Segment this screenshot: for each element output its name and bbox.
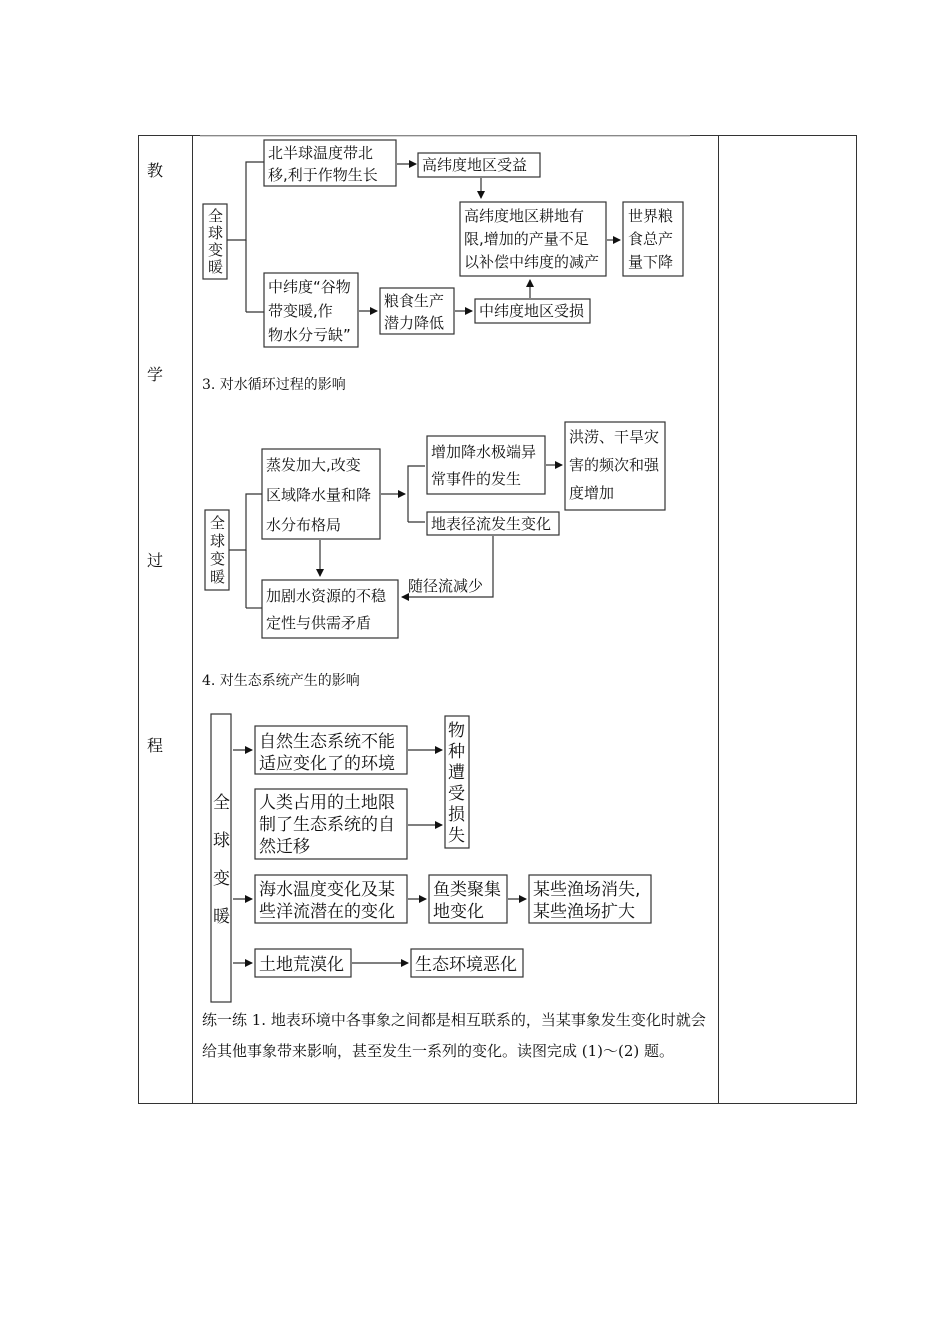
- root-char: 全: [210, 514, 226, 532]
- box-world-line: 世界粮: [628, 207, 674, 225]
- box-sea-line: 些洋流潜在的变化: [259, 902, 395, 922]
- box-mid-loss: 中纬度地区受损: [479, 302, 585, 320]
- box-human-line: 然迁移: [259, 837, 310, 857]
- box-extreme-line: 增加降水极端异: [431, 443, 537, 461]
- box-extreme-line: 常事件的发生: [431, 470, 522, 488]
- species-char: 损: [448, 805, 465, 825]
- section-title-water: 3. 对水循环过程的影响: [202, 377, 346, 393]
- sidebar-char: 教: [147, 161, 164, 180]
- box-water-line: 定性与供需矛盾: [266, 614, 372, 632]
- root-char: 全: [208, 207, 224, 225]
- box-desert: 土地荒漠化: [259, 955, 344, 975]
- box-mid-line: 带变暖,作: [268, 302, 333, 320]
- box-water-line: 加剧水资源的不稳: [266, 587, 387, 605]
- box-flood-line: 度增加: [569, 484, 615, 502]
- box-north-line: 移,利于作物生长: [268, 166, 378, 184]
- box-fish-line: 鱼类聚集: [433, 880, 501, 900]
- box-high-limit-line: 限,增加的产量不足: [464, 230, 589, 248]
- box-nature-line: 适应变化了的环境: [259, 754, 395, 774]
- root-char: 球: [210, 532, 226, 550]
- box-world-line: 量下降: [628, 253, 674, 271]
- root-char: 暖: [213, 907, 230, 927]
- root-char: 全: [213, 793, 230, 813]
- box-sea-line: 海水温度变化及某: [259, 880, 395, 900]
- box-grain-line: 粮食生产: [384, 292, 445, 310]
- box-high-limit-line: 以补偿中纬度的减产: [464, 253, 600, 271]
- species-char: 失: [448, 826, 465, 846]
- species-char: 物: [448, 721, 465, 741]
- box-fishery-line: 某些渔场消失,: [533, 880, 641, 900]
- practice-paragraph: 练一练 1. 地表环境中各事象之间都是相互联系的，当某事象发生变化时就会给其他事象带来影响，甚至发生一系列的变化。读图完成 (1)～(2) 题。: [202, 1011, 706, 1060]
- box-nature-line: 自然生态系统不能: [259, 732, 395, 752]
- box-fish-line: 地变化: [433, 902, 484, 922]
- box-human-line: 人类占用的土地限: [259, 793, 395, 813]
- root-char: 变: [208, 241, 224, 259]
- sidebar-char: 过: [147, 551, 164, 570]
- box-grain-line: 潜力降低: [384, 314, 445, 332]
- box-north-line: 北半球温度带北: [268, 144, 374, 162]
- root-char: 暖: [208, 258, 224, 276]
- species-char: 受: [448, 784, 465, 804]
- box-fishery-line: 某些渔场扩大: [533, 902, 635, 922]
- box-flood-line: 害的频次和强: [569, 456, 660, 474]
- box-mid-line: 中纬度“谷物: [268, 278, 351, 296]
- box-world-line: 食总产: [628, 230, 674, 248]
- species-char: 种: [448, 742, 465, 762]
- root-char: 变: [210, 550, 226, 568]
- box-evap-line: 水分布格局: [266, 516, 342, 534]
- box-mid-line: 物水分亏缺”: [268, 326, 351, 344]
- root-char: 球: [208, 224, 224, 242]
- box-runoff: 地表径流发生变化: [431, 515, 552, 533]
- box-eco: 生态环境恶化: [415, 955, 517, 975]
- box-evap-line: 蒸发加大,改变: [266, 456, 361, 474]
- label-runoff-decrease: 随径流减少: [408, 577, 484, 595]
- box-flood-line: 洪涝、干旱灾: [569, 428, 660, 446]
- species-char: 遭: [448, 763, 465, 783]
- root-char: 球: [213, 831, 230, 851]
- box-evap-line: 区域降水量和降: [266, 486, 372, 504]
- box-human-line: 制了生态系统的自: [259, 815, 395, 835]
- root-char: 暖: [210, 568, 226, 586]
- box-high-limit-line: 高纬度地区耕地有: [464, 207, 585, 225]
- sidebar-char: 学: [147, 365, 164, 384]
- box-high-benefit: 高纬度地区受益: [422, 156, 528, 174]
- sidebar-char: 程: [147, 736, 164, 755]
- section-title-eco: 4. 对生态系统产生的影响: [202, 673, 360, 689]
- root-char: 变: [213, 869, 230, 889]
